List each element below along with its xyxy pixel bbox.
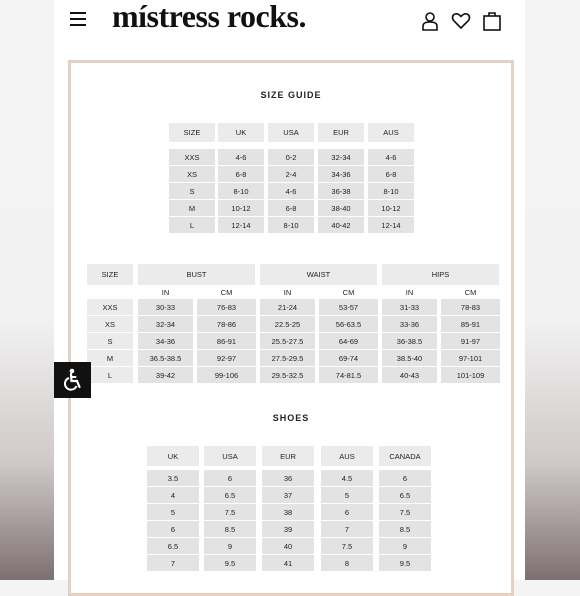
shoes-cell: 6.5: [379, 487, 431, 503]
measure-unit-label: IN: [283, 287, 292, 297]
size-guide-cell: 6-8: [218, 166, 264, 182]
measure-cell: 85-91: [441, 316, 500, 332]
shoes-cell: 5: [147, 504, 199, 520]
measure-cell: 32-34: [138, 316, 193, 332]
size-guide-cell: 8-10: [218, 183, 264, 199]
size-guide-cell: 12-14: [368, 217, 414, 233]
size-guide-cell: 12-14: [218, 217, 264, 233]
measure-cell: 56-63.5: [319, 316, 378, 332]
measure-cell: 69-74: [319, 350, 378, 366]
measure-cell: 101-109: [441, 367, 500, 383]
shoes-cell: 7.5: [379, 504, 431, 520]
measure-cell: 30-33: [138, 299, 193, 315]
measure-cell: 99-106: [197, 367, 256, 383]
shoes-header-cell: EUR: [262, 446, 314, 466]
shoes-cell: 3.5: [147, 470, 199, 486]
measure-cell: 36.5-38.5: [138, 350, 193, 366]
size-guide-cell: 40-42: [318, 217, 364, 233]
measure-cell: 91-97: [441, 333, 500, 349]
page: [54, 0, 525, 580]
shoes-cell: 38: [262, 504, 314, 520]
measure-cell: 92-97: [197, 350, 256, 366]
measure-unit-label: CM: [342, 287, 355, 297]
shoes-cell: 6: [321, 504, 373, 520]
shoes-cell: 7: [321, 521, 373, 537]
measure-group-header: HIPS: [382, 264, 499, 285]
shoes-cell: 6: [204, 470, 256, 486]
shoes-cell: 36: [262, 470, 314, 486]
size-guide-cell: 38-40: [318, 200, 364, 216]
size-guide-title: SIZE GUIDE: [260, 90, 322, 100]
shoes-cell: 9: [379, 538, 431, 554]
measure-cell: 64-69: [319, 333, 378, 349]
measure-size-header: SIZE: [87, 264, 133, 285]
measure-cell: 53-57: [319, 299, 378, 315]
measure-cell: L: [87, 367, 133, 383]
shoes-header-cell: CANADA: [379, 446, 431, 466]
size-guide-cell: 8-10: [268, 217, 314, 233]
shoes-cell: 9.5: [379, 555, 431, 571]
shoes-cell: 9: [204, 538, 256, 554]
measure-cell: 39-42: [138, 367, 193, 383]
measure-group-header: BUST: [138, 264, 255, 285]
shoes-cell: 5: [321, 487, 373, 503]
measure-cell: 25.5-27.5: [260, 333, 315, 349]
size-guide-header-cell: USA: [268, 123, 314, 142]
measure-cell: 31-33: [382, 299, 437, 315]
shoes-cell: 6: [147, 521, 199, 537]
shoes-cell: 7.5: [204, 504, 256, 520]
shoes-cell: 6: [379, 470, 431, 486]
size-guide-cell: S: [169, 183, 215, 199]
shoes-cell: 40: [262, 538, 314, 554]
shoes-cell: 8.5: [204, 521, 256, 537]
wheelchair-accessibility-icon[interactable]: [54, 362, 91, 398]
shoes-cell: 8.5: [379, 521, 431, 537]
size-guide-cell: L: [169, 217, 215, 233]
measure-cell: 86-91: [197, 333, 256, 349]
size-guide-cell: 4-6: [218, 149, 264, 165]
size-guide-cell: 32-34: [318, 149, 364, 165]
measure-unit-label: CM: [464, 287, 477, 297]
shopping-bag-icon[interactable]: [482, 11, 502, 31]
measure-cell: 27.5-29.5: [260, 350, 315, 366]
measure-cell: 38.5-40: [382, 350, 437, 366]
size-guide-cell: XXS: [169, 149, 215, 165]
size-guide-cell: 0-2: [268, 149, 314, 165]
size-guide-cell: 4-6: [268, 183, 314, 199]
shoes-cell: 41: [262, 555, 314, 571]
shoes-cell: 4: [147, 487, 199, 503]
measure-cell: 29.5-32.5: [260, 367, 315, 383]
measure-cell: S: [87, 333, 133, 349]
shoes-cell: 37: [262, 487, 314, 503]
measure-unit-label: CM: [220, 287, 233, 297]
size-guide-cell: 2-4: [268, 166, 314, 182]
shoes-cell: 8: [321, 555, 373, 571]
size-guide-cell: XS: [169, 166, 215, 182]
measure-cell: 34-36: [138, 333, 193, 349]
size-guide-header-cell: SIZE: [169, 123, 215, 142]
size-guide-card: [68, 60, 514, 596]
size-guide-cell: 36-38: [318, 183, 364, 199]
measure-cell: 74-81.5: [319, 367, 378, 383]
measure-cell: 76-83: [197, 299, 256, 315]
measure-group-header: WAIST: [260, 264, 377, 285]
measure-cell: M: [87, 350, 133, 366]
shoes-cell: 4.5: [321, 470, 373, 486]
shoes-cell: 6.5: [147, 538, 199, 554]
measure-cell: 97-101: [441, 350, 500, 366]
shoes-cell: 7.5: [321, 538, 373, 554]
measure-cell: 33-36: [382, 316, 437, 332]
hamburger-menu-icon[interactable]: [70, 12, 86, 26]
size-guide-cell: 34-36: [318, 166, 364, 182]
measure-cell: 22.5-25: [260, 316, 315, 332]
size-guide-header-cell: UK: [218, 123, 264, 142]
size-guide-cell: 10-12: [368, 200, 414, 216]
measure-cell: 36-38.5: [382, 333, 437, 349]
shoes-cell: 9.5: [204, 555, 256, 571]
size-guide-cell: 10-12: [218, 200, 264, 216]
shoes-cell: 39: [262, 521, 314, 537]
measure-cell: 78-83: [441, 299, 500, 315]
measure-cell: 78-86: [197, 316, 256, 332]
user-icon[interactable]: [420, 11, 440, 31]
shoes-header-cell: USA: [204, 446, 256, 466]
measure-cell: XS: [87, 316, 133, 332]
size-guide-cell: 6-8: [268, 200, 314, 216]
measure-unit-label: IN: [161, 287, 170, 297]
shoes-cell: 6.5: [204, 487, 256, 503]
heart-icon[interactable]: [451, 11, 471, 31]
size-guide-cell: M: [169, 200, 215, 216]
brand-logo[interactable]: místress rocks.: [112, 0, 306, 34]
shoes-header-cell: AUS: [321, 446, 373, 466]
shoes-header-cell: UK: [147, 446, 199, 466]
size-guide-header-cell: EUR: [318, 123, 364, 142]
shoes-title: SHOES: [272, 413, 310, 423]
size-guide-cell: 8-10: [368, 183, 414, 199]
measure-cell: XXS: [87, 299, 133, 315]
measure-cell: 40-43: [382, 367, 437, 383]
size-guide-cell: 4-6: [368, 149, 414, 165]
size-guide-cell: 6-8: [368, 166, 414, 182]
measure-unit-label: IN: [405, 287, 414, 297]
size-guide-header-cell: AUS: [368, 123, 414, 142]
shoes-cell: 7: [147, 555, 199, 571]
measure-cell: 21-24: [260, 299, 315, 315]
